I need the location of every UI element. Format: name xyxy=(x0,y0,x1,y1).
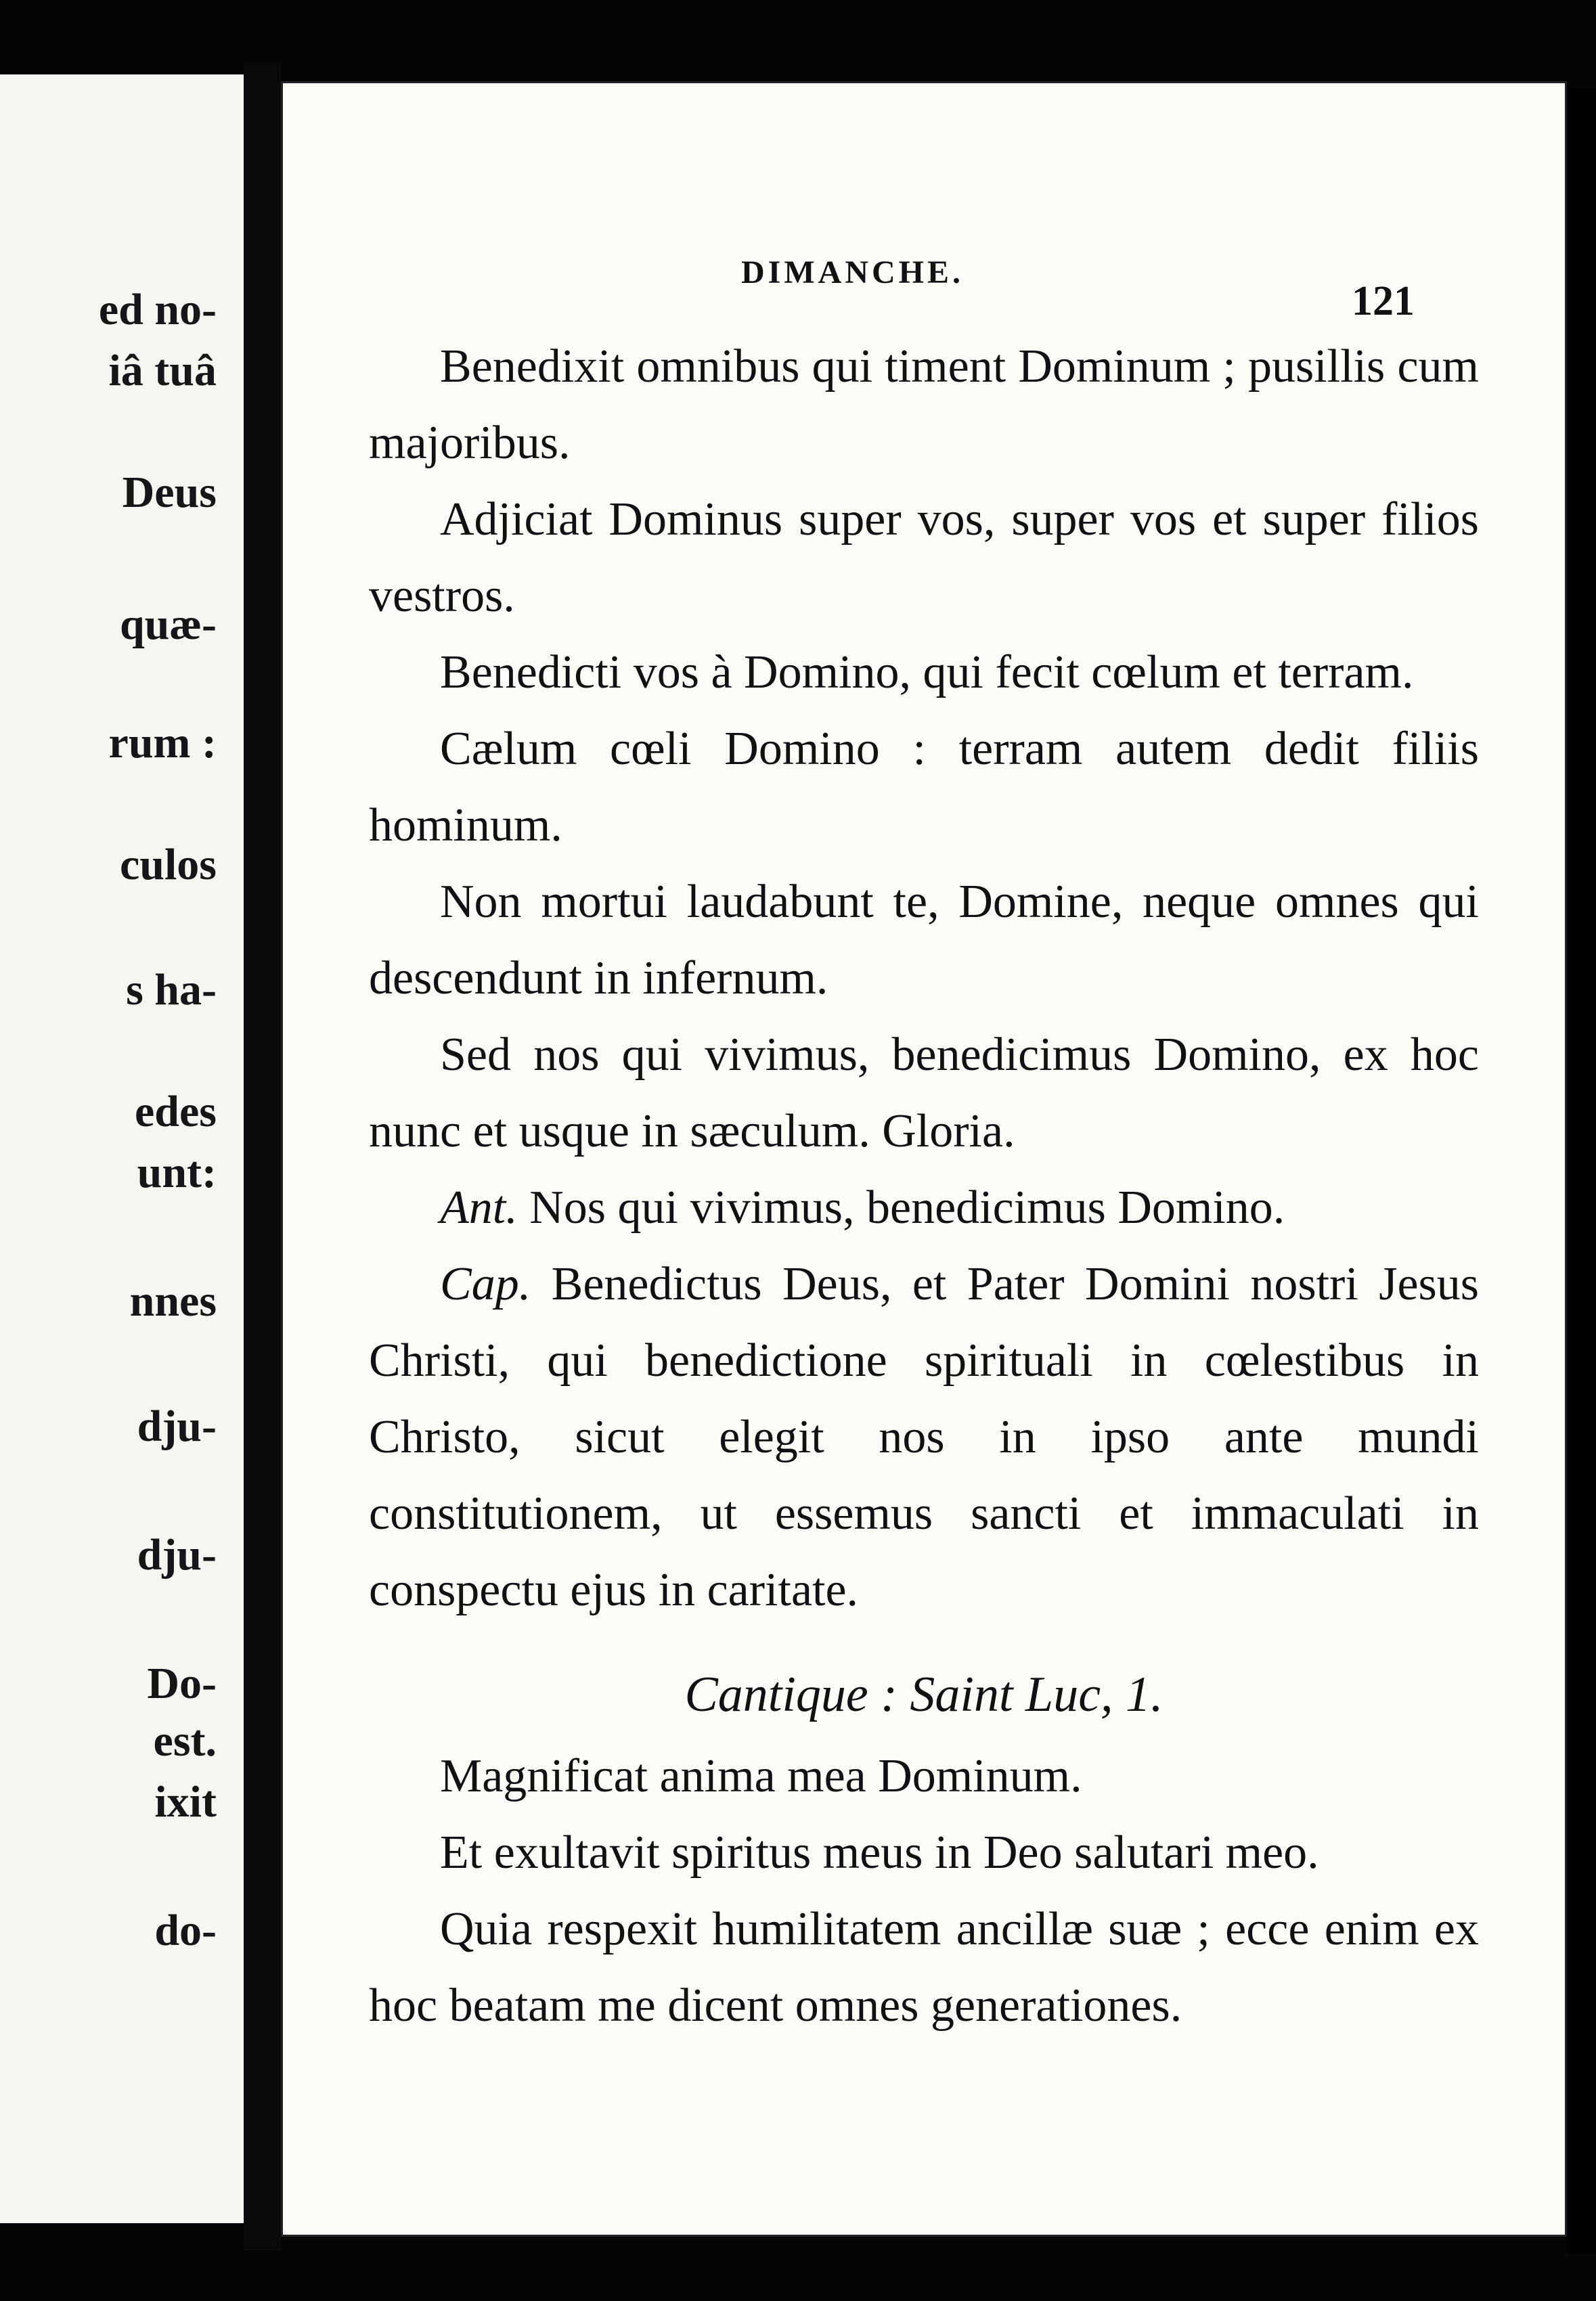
scan-edge xyxy=(1567,88,1596,2254)
left-page-line: ixit xyxy=(154,1777,217,1827)
page-number: 121 xyxy=(1352,278,1415,324)
capitulum-label: Cap. xyxy=(440,1258,531,1310)
canticle-verse-2: Et exultavit spiritus meus in Deo salutari meo. xyxy=(440,1827,1319,1879)
left-page-line: culos xyxy=(119,840,217,889)
left-page-line: edes xyxy=(135,1087,217,1136)
left-page-line: s ha- xyxy=(126,965,217,1014)
left-page-line: Do- xyxy=(147,1659,217,1708)
paragraph-5: Non mortui laudabunt te, Domine, neque omnes qui descendunt in infernum. xyxy=(369,876,1479,1004)
left-page-line: rum : xyxy=(108,718,217,767)
canticle-verse-3: Quia respexit humilitatem ancillæ suæ ; ecce enim ex hoc beatam me dicent omnes generationes. xyxy=(369,1903,1479,2032)
left-page-line: nnes xyxy=(129,1276,217,1326)
left-page-line: ed no- xyxy=(98,285,217,334)
body-text xyxy=(369,328,1479,2044)
antiphon: Ant. Nos qui vivimus, benedicimus Domino. xyxy=(440,1182,1285,1234)
canticle-verse-1: Magnificat anima mea Dominum. xyxy=(440,1750,1082,1802)
paragraph-4: Cælum cœli Domino : terram autem dedit filiis hominum. xyxy=(369,723,1479,851)
left-page-line: dju- xyxy=(137,1530,217,1580)
left-page-line: unt: xyxy=(137,1148,217,1197)
right-page xyxy=(281,81,1567,2237)
running-head: DIMANCHE. xyxy=(741,254,964,290)
antiphon-label: Ant. xyxy=(440,1182,518,1234)
left-page-line: do- xyxy=(154,1906,217,1955)
capitulum: Cap. Benedictus Deus, et Pater Domini nostri Jesus Christi, qui benedictione spirituali in cœlestibus in Christo, sicut elegit nos in ipso ante mundi constitutionem, ut essemus sancti et immaculati in conspectu ejus in caritate. xyxy=(369,1258,1479,1616)
left-page-fragment xyxy=(0,74,248,2223)
left-page-line: est. xyxy=(153,1716,217,1766)
canticle-title: Cantique : Saint Luc, 1. xyxy=(684,1667,1163,1722)
paragraph-3: Benedicti vos à Domino, qui fecit cœlum et terram. xyxy=(440,646,1414,698)
book-gutter xyxy=(244,64,281,2250)
paragraph-2: Adjiciat Dominus super vos, super vos et super filios vestros. xyxy=(369,493,1479,622)
paragraph-6: Sed nos qui vivimus, benedicimus Domino, ex hoc nunc et usque in sæculum. Gloria. xyxy=(369,1029,1479,1157)
paragraph-1: Benedixit omnibus qui timent Dominum ; pusillis cum majoribus. xyxy=(369,340,1479,469)
left-page-line: iâ tuâ xyxy=(108,346,217,395)
left-page-line: quæ- xyxy=(119,600,217,649)
left-page-line: Deus xyxy=(122,468,217,517)
left-page-line: dju- xyxy=(137,1402,217,1451)
